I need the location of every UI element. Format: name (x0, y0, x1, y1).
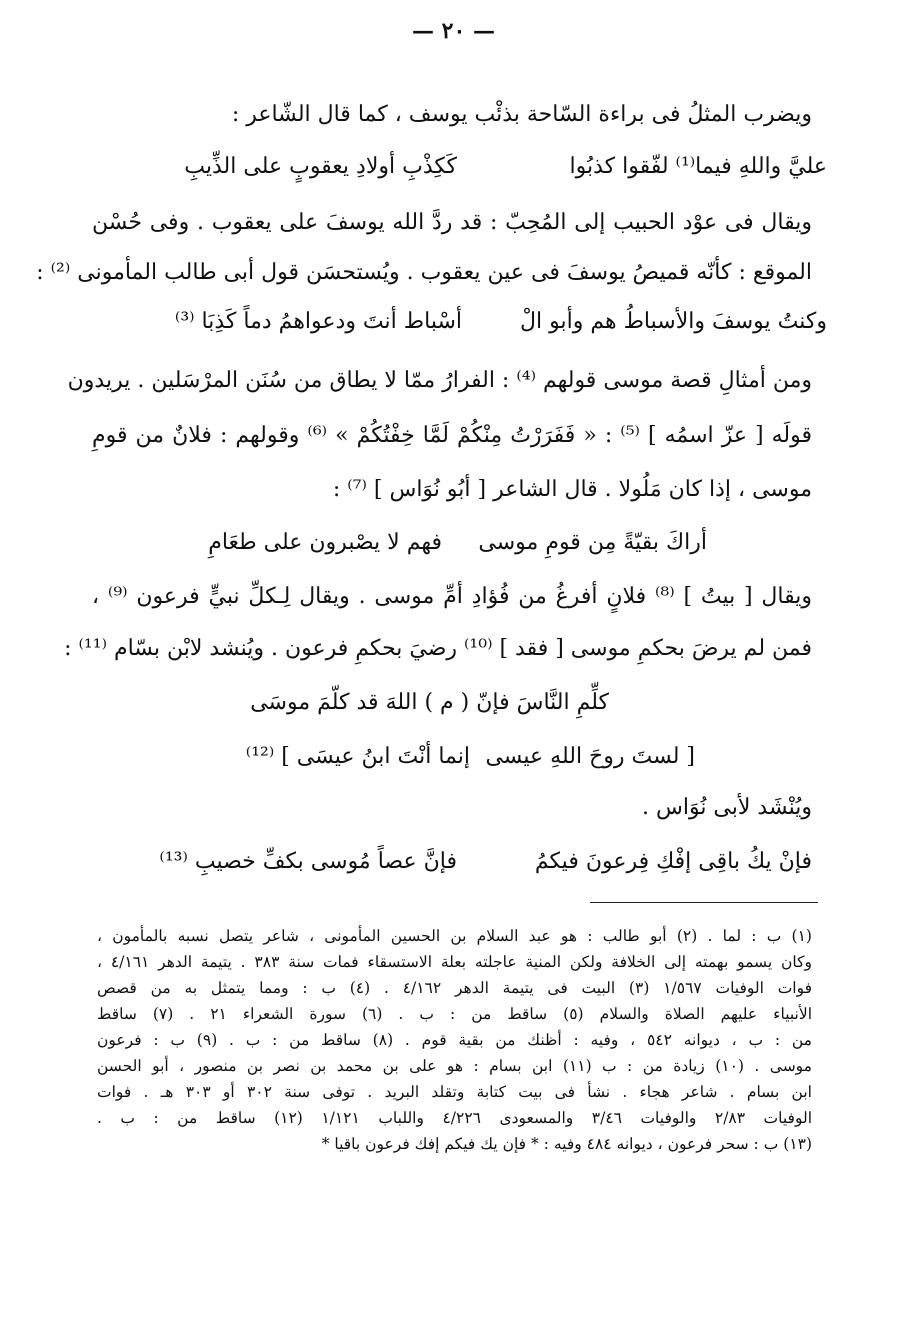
verse-2 (0, 307, 907, 337)
verse-6 (0, 847, 907, 877)
verse-1 (0, 152, 907, 182)
verse-5-second-hemistich: إنما أنْتَ ابنُ عيسَى ] ⁽¹²⁾ (245, 744, 470, 769)
footnote-line-6: موسى . (١٠) زيادة من : ب (١١) ابن بسام : هو على بن محمد بن نصر بن منصور ، أبو الحسن (97, 1057, 812, 1075)
footnote-line-2: وكان يسمو بهمته إلى الخلافة ولكن المنية عاجلته بعلة الاستسقاء فمات سنة ٣٨٣ . يتيمة الدهر ٤/١٦١ ، (97, 953, 812, 971)
footnote-line-8: الوفيات ٢/٨٣ والوفيات ٣/٤٦ والمسعودى ٤/٢٢٦ واللباب ١/١٢١ (١٢) ساقط من : ب . (97, 1109, 812, 1127)
footnote-line-7: ابن بسام . شاعر هجاء . نشأ فى بيت كتابة وتقلد البريد . توفى سنة ٣٠٢ أو ٣٠٣ هـ . فوات (97, 1083, 812, 1101)
verse-4-line: كلِّمِ النَّاسَ فإنّ ( م ) اللهَ قد كلّمَ موسَى (250, 690, 609, 715)
body-line-6: موسى ، إذا كان مَلُولا . قال الشاعر [ أبُو نُوَاس ] ⁽⁷⁾ : (332, 477, 812, 502)
verse-6-second-hemistich: فإنَّ عصاً مُوسى بكفِّ خصيبِ ⁽¹³⁾ (159, 849, 457, 874)
verse-3 (0, 528, 907, 558)
verse-3-first-hemistich: أراكَ بقيّةً مِن قومِ موسى (478, 530, 707, 555)
body-line-8: فمن لم يرضَ بحكمِ موسى [ فقد ] ⁽¹⁰⁾ رضيَ بحكمِ فرعون . ويُنشد لابْن بسّام ⁽¹¹⁾ : (64, 636, 812, 661)
verse-3-second-hemistich: فهم لا يصْبرون على طعَامِ (208, 530, 442, 555)
verse-2-first-hemistich: وكنتُ يوسفَ والأسباطُ هم وأبو الْ (520, 309, 827, 334)
body-line-9: ويُنْشَد لأبى نُوَاس . (642, 795, 812, 820)
footnote-line-9: (١٣) ب : سحر فرعون ، ديوانه ٤٨٤ وفيه : * فإن يك فيكم إفك فرعون باقيا * (321, 1135, 812, 1153)
body-line-1: ويضرب المثلُ فى براءة السّاحة بذئْب يوسف ، كما قال الشّاعر : (231, 102, 812, 127)
verse-4 (0, 688, 907, 718)
page-number: — ٢٠ — (412, 18, 495, 44)
verse-5-first-hemistich: [ لستَ روحَ اللهِ عيسى (485, 744, 695, 769)
verse-6-first-hemistich: فإنْ يكُ باقِى إفْكِ فِرعونَ فيكمُ (534, 849, 812, 874)
footnote-line-4: الأنبياء عليهم الصلاة والسلام (٥) ساقط من : ب . (٦) سورة الشعراء ٢١ . (٧) ساقط (97, 1005, 813, 1023)
footnote-separator (590, 902, 818, 903)
body-line-2: ويقال فى عوْد الحبيب إلى المُحِبّ : قد ردَّ الله يوسفَ على يعقوب . وفى حُسْن (92, 210, 812, 235)
verse-5 (0, 742, 907, 772)
footnote-line-5: من : ب ، ديوانه ٥٤٢ ، وفيه : أظنك من بقية قوم . (٨) ساقط من : ب . (٩) ب : فرعون (97, 1031, 812, 1049)
footnote-line-1: (١) ب : لما . (٢) أبو طالب : هو عبد السلام بن الحسين المأمونى ، شاعر يتصل نسبه بالمأمون ، (97, 927, 812, 945)
body-line-3: الموقع : كأنّه قميصُ يوسفَ فى عين يعقوب . ويُستحسَن قول أبى طالب المأمونى ⁽²⁾ : (36, 260, 812, 285)
verse-2-second-hemistich: أسْباط أنتَ ودعواهمُ دماً كَذِبَا ⁽³⁾ (174, 309, 462, 334)
body-line-7: ويقال [ بيتُ ] ⁽⁸⁾ فلانٍ أفرغُ من فُؤادِ أمِّ موسى . ويقال لِـكلِّ نبيٍّ فرعون ⁽⁹⁾ ، (92, 584, 812, 609)
body-line-4: ومن أمثالِ قصة موسى قولهم ⁽⁴⁾ : الفرارُ ممّا لا يطاق من سُنَن المرْسَلين . يريدون (67, 368, 812, 393)
body-line-5: قولَه [ عزّ اسمُه ] ⁽⁵⁾ : « فَفَرَرْتُ مِنْكُمْ لَمَّا خِفْتُكُمْ » ⁽⁶⁾ وقولهم : فلانٌ من قومِ (92, 423, 813, 448)
verse-1-second-hemistich: كَكِذْبِ أولادِ يعقوبٍ على الذِّيبِ (184, 154, 457, 179)
footnote-line-3: فوات الوفيات ١/٥٦٧ (٣) البيت فى يتيمة الدهر ٤/١٦٢ . (٤) ب : ومما يتمثل به من قصص (97, 979, 813, 997)
verse-1-first-hemistich: عليَّ واللهِ فيما⁽¹⁾ لفّقوا كذبُوا (569, 154, 827, 179)
